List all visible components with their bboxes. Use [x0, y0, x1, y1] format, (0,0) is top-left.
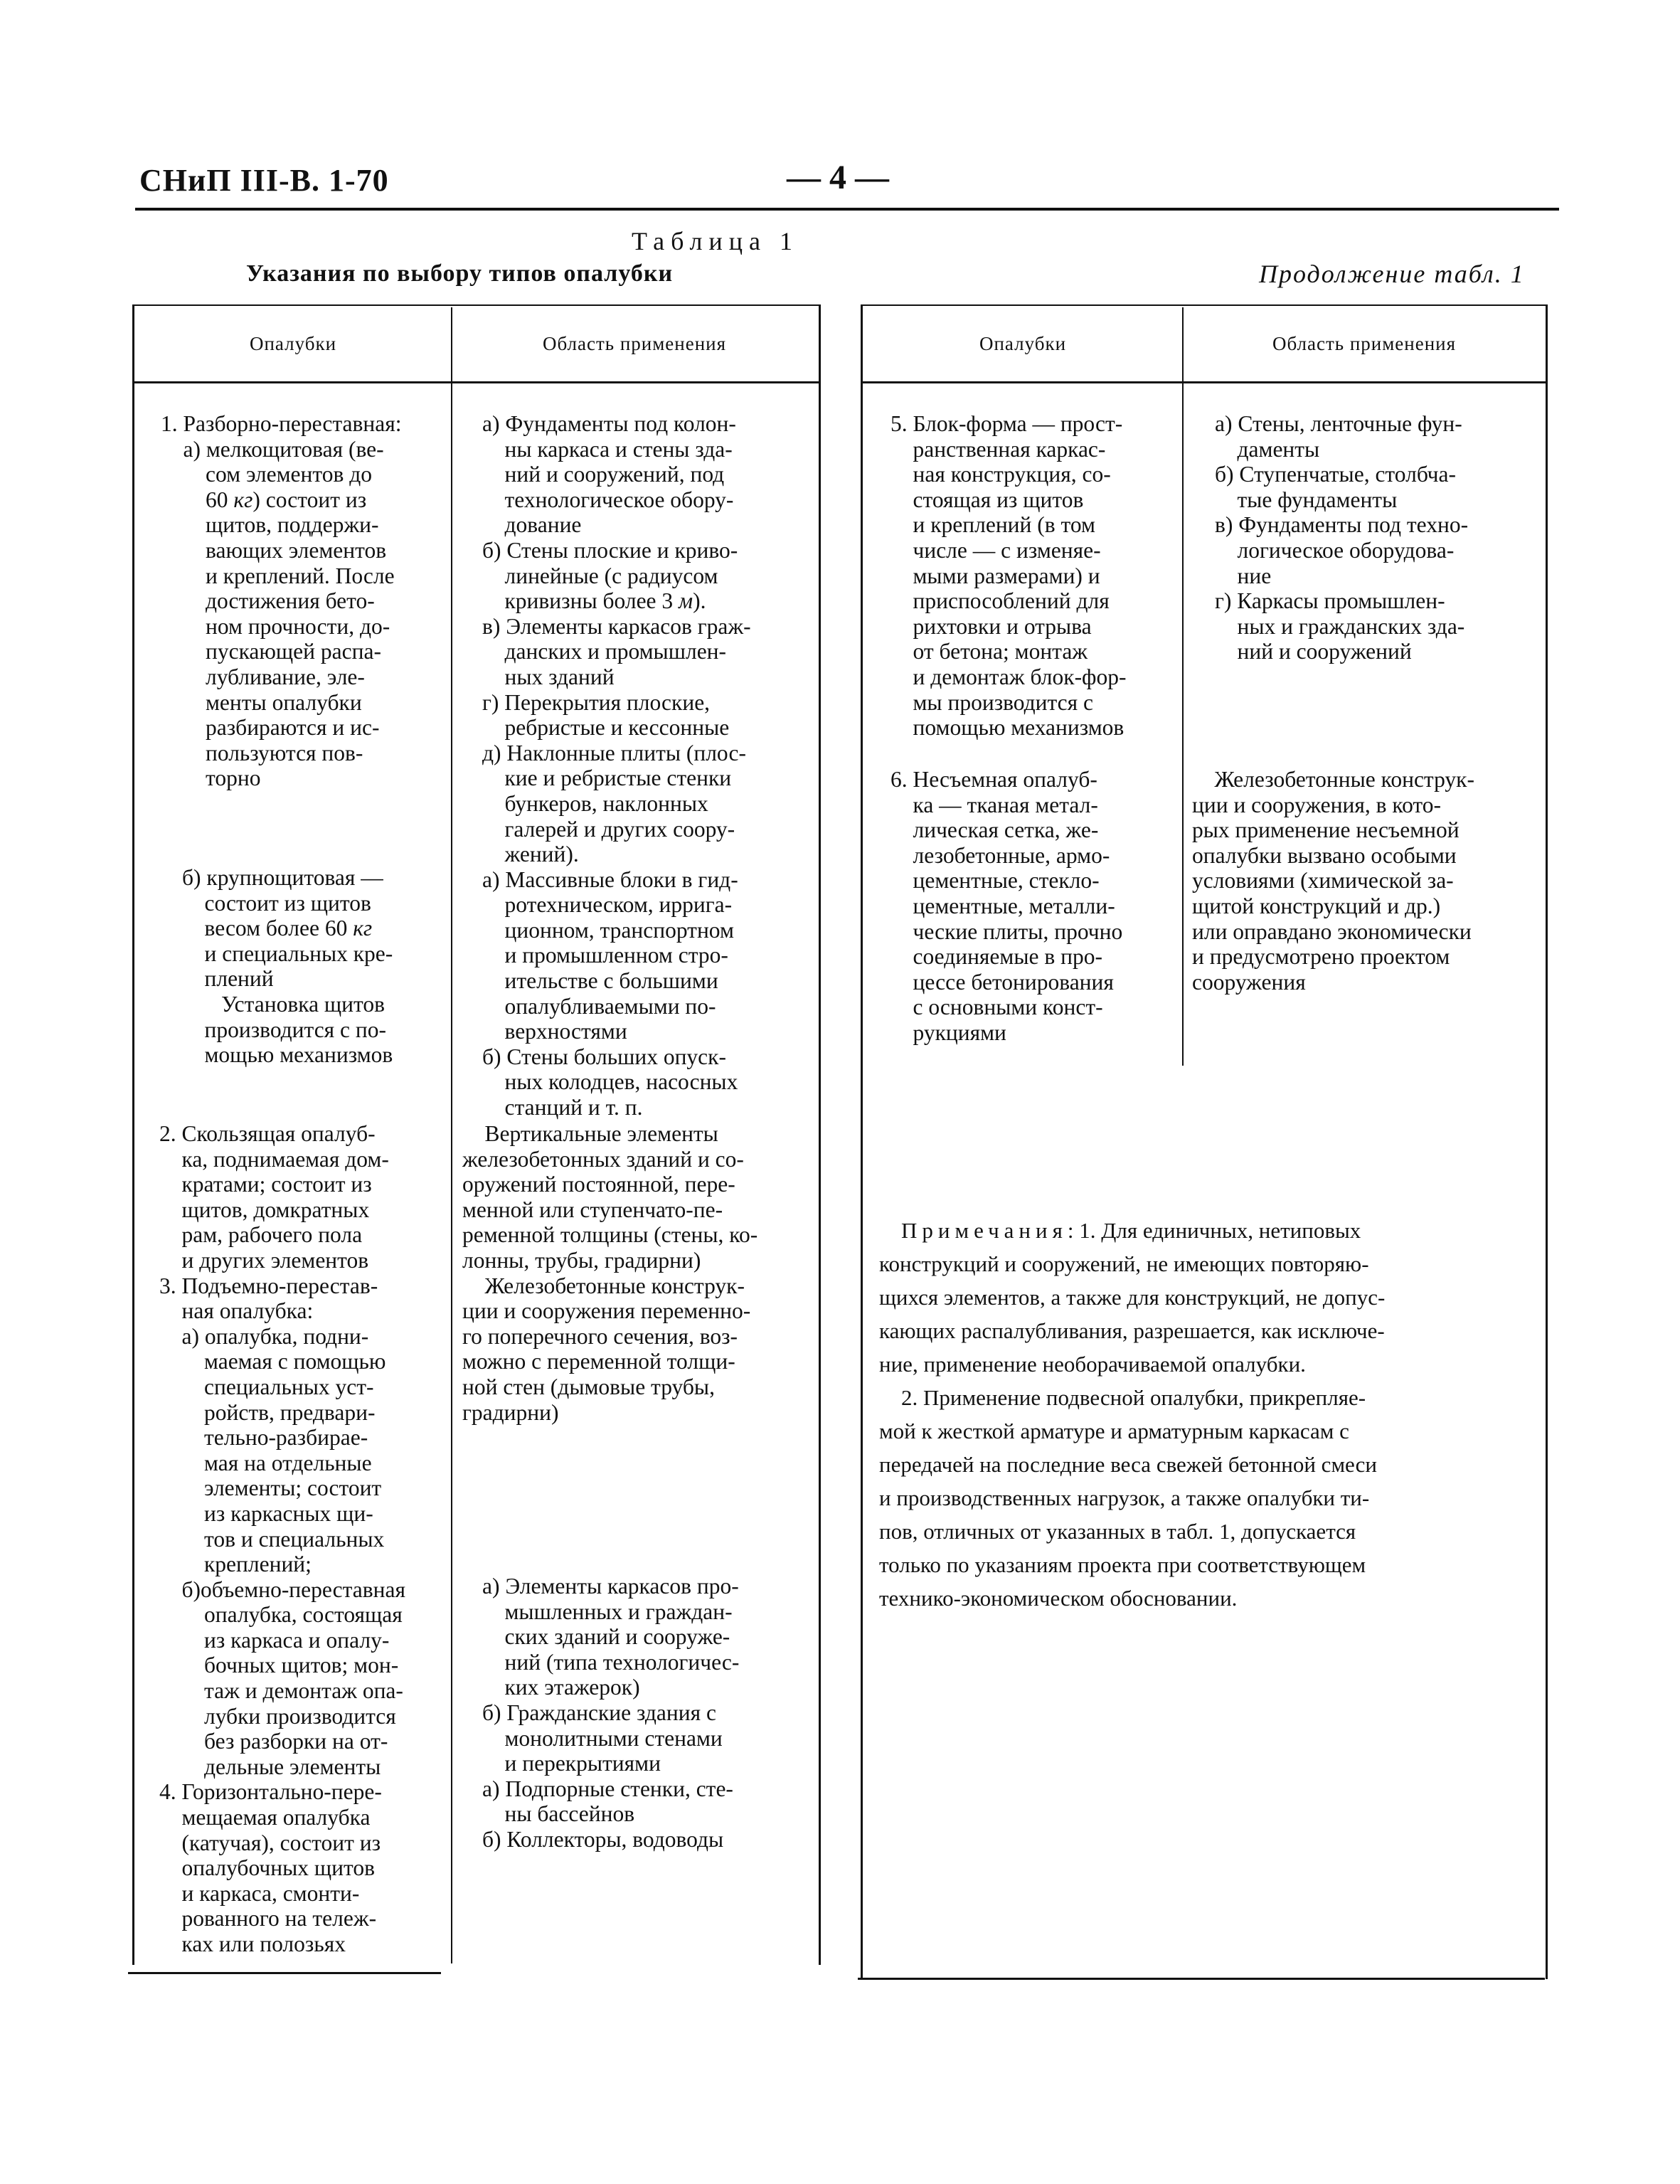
right-bottom-rule — [858, 1978, 1545, 1980]
left-col2-block-2: Вертикальные элементы железобетонных зданий и со- оружений постоянной, пере- менной или ступенчато-пе- ременной толщины (стены, ко- лонны, трубы, градирни) Железобетонные конструк- ции и сооружения переменно- го поперечного сечения, воз- можно с переменной толщи- ной стен (дымовые трубы, градирни) — [462, 1121, 758, 1425]
header-rule — [135, 208, 1559, 211]
document-code: СНиП III-В. 1-70 — [139, 163, 389, 198]
left-header-scope: Область применения — [542, 333, 727, 354]
right-header-rule — [862, 381, 1546, 383]
right-header-formwork: Опалубки — [979, 333, 1067, 354]
left-bottom-rule — [128, 1972, 441, 1974]
left-col1-block-2: б) крупнощитовая — состоит из щитов весом более 60 кг и специальных кре- плений Установка щитов производится с по- мощью механизмов — [182, 865, 393, 1068]
table-title: Указания по выбору типов опалубки — [246, 260, 674, 287]
table-label: Таблица 1 — [632, 227, 799, 255]
left-col1-block-1: 1. Разборно-переставная: а) мелкощитовая (ве- сом элементов до 60 кг) состоит из щитов, поддержи- вающих элементов и креплений. После достижения бето- ном прочности, до- пускающей распа- лубливание, эле- менты опалубки разбираются и ис- пользуются пов- торно — [161, 411, 402, 791]
left-col2-block-3: а) Элементы каркасов про- мышленных и граждан- ских зданий и сооруже- ний (типа технологичес- ких этажерок) б) Гражданские здания с монолитными стенами и перекрытиями а) Подпорные стенки, сте- ны бассейнов б) Коллекторы, водоводы — [482, 1574, 740, 1852]
right-col2-block-1: а) Стены, ленточные фун- даменты б) Ступенчатые, столбча- тые фундаменты в) Фундаменты под техно- логическое оборудова- ние г) Каркасы промышлен- ных и гражданских зда- ний и сооружений — [1215, 411, 1469, 664]
table-continuation: Продолжение табл. 1 — [1259, 260, 1525, 288]
right-col1-block-1: 5. Блок-форма — прост- ранственная каркас- ная конструкция, со- стоящая из щитов и креплений (в том числе — с изменяе- мыми размерами) и приспособлений для рихтовки и отрыва от бетона; монтаж и демонтаж блок-фор- мы производится с помощью механизмов — [890, 411, 1127, 741]
right-header-scope: Область применения — [1272, 333, 1457, 354]
left-header-rule — [134, 381, 819, 383]
left-header-formwork: Опалубки — [249, 333, 337, 354]
table-notes: Примечания: 1. Для единичных, нетиповых конструкций и сооружений, не имеющих повторяю- щихся элементов, а также для конструкций, не допус- кающих распалубливания, разрешается, как исключе- ние, применение необорачиваемой опалубки. 2. Применение подвесной опалубки, прикрепляе- мой к жесткой арматуре и арматурным каркасам с передачей на последние веса свежей бетонной смеси и производственных нагрузок, а также опалубки ти- пов, отличных от указанных в табл. 1, допускается только по указаниям проекта при соответствующем технико-экономическом обосновании. — [879, 1218, 1386, 1611]
left-col2-block-1: а) Фундаменты под колон- ны каркаса и стены зда- ний и сооружений, под технологическое обору- дование б) Стены плоские и криво- линейные (с радиусом кривизны более 3 м). в) Элементы каркасов граж- данских и промышлен- ных зданий г) Перекрытия плоские, ребристые и кессонные д) Наклонные плиты (плос- кие и ребристые стенки бункеров, наклонных галерей и других соору- жений). а) Массивные блоки в гид- ротехническом, ирригa- ционном, транспортном и промышленном стро- ительстве с большими опалубливаемыми по- верхностями б) Стены больших опуск- ных колодцев, насосных станций и т. п. — [482, 411, 751, 1120]
page-number: — 4 — — [787, 159, 889, 196]
left-col1-block-3: 2. Скользящая опалуб- ка, поднимаемая дом- кратами; состоит из щитов, домкратных рам, рабочего пола и других элементов 3. Подъемно-перестав- ная опалубка: а) опалубка, подни- маемая с помощью специальных уст- ройств, предвари- тельно-разбирае- мая на отдельные элементы; состоит из каркасных щи- тов и специальных креплений; б)объемно-переставная опалубка, состоящая из каркаса и опалу- бочных щитов; мон- таж и демонтаж опа- лубки производится без разборки на от- дельные элементы 4. Горизонтально-пере- мещаемая опалубка (катучая), состоит из опалубочных щитов и каркаса, смонти- рованного на тележ- ках или полозьях — [159, 1121, 405, 1956]
left-column-divider — [451, 307, 452, 1963]
right-col2-block-2: Железобетонные конструк- ции и сооружения, в кото- рых применение несъемной опалубки вызвано особыми условиями (химической за- щитой конструкций и др.) или оправдано экономически и предусмотрено проектом сооружения — [1192, 767, 1474, 995]
right-column-divider — [1182, 307, 1184, 1066]
right-col1-block-2: 6. Несъемная опалуб- ка — тканая метал- лическая сетка, же- лезобетонные, армо- цементные, стекло- цементные, металли- ческие плиты, прочно соединяемые в про- цессе бетонирования с основными конст- рукциями — [890, 767, 1123, 1045]
